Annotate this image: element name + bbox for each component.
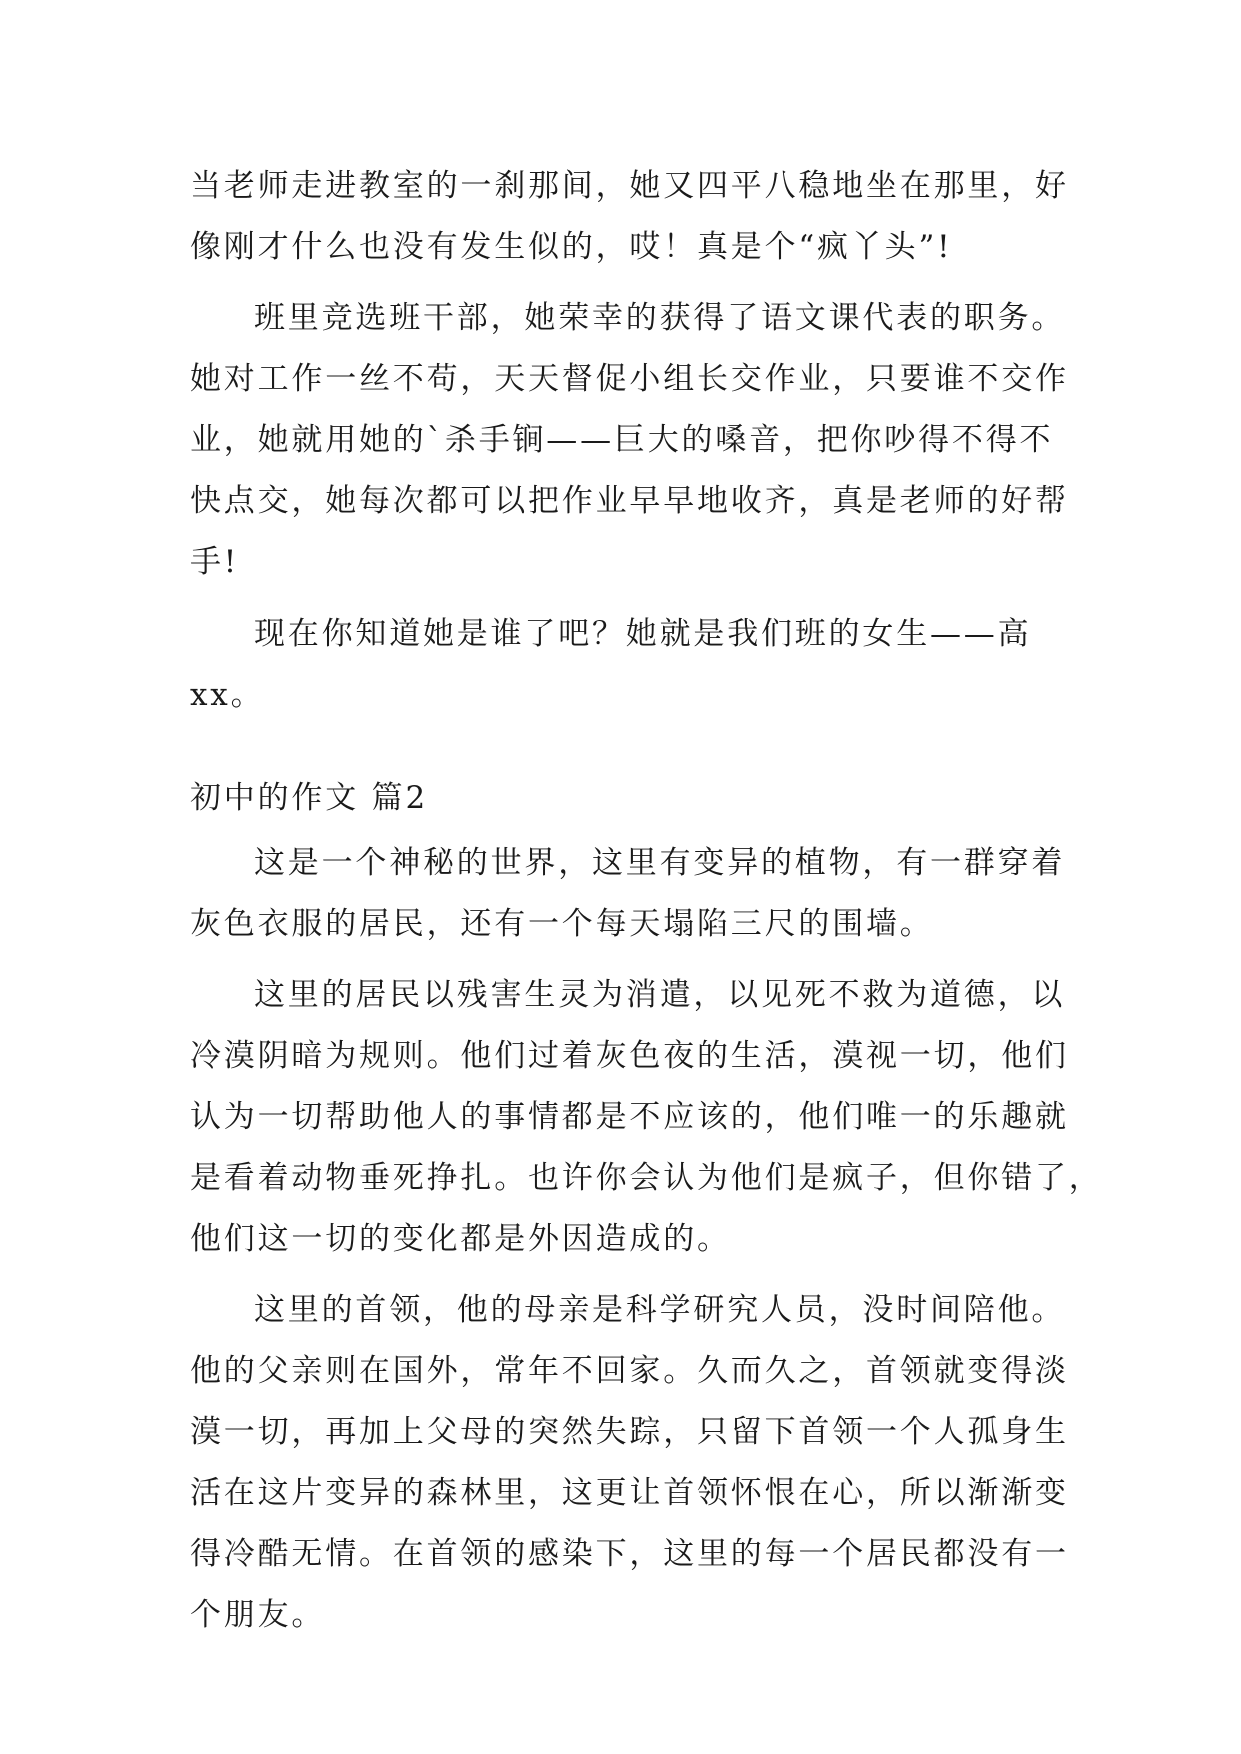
text-line: 是看着动物垂死挣扎。也许你会认为他们是疯子，但你错了，: [190, 1160, 1103, 1196]
section-heading: 初中的作文 篇2: [190, 780, 428, 816]
text-line: 活在这片变异的森林里，这更让首领怀恨在心，所以渐渐变: [190, 1475, 1069, 1511]
text-line: 手!: [190, 544, 240, 580]
text-line: 这里的居民以残害生灵为消遣，以见死不救为道德，以: [254, 977, 1066, 1013]
text-line: 她对工作一丝不苟，天天督促小组长交作业，只要谁不交作: [190, 361, 1069, 397]
text-line: 班里竞选班干部，她荣幸的获得了语文课代表的职务。: [254, 300, 1066, 336]
text-line: 这是一个神秘的世界，这里有变异的植物，有一群穿着: [254, 845, 1066, 881]
text-line: 冷漠阴暗为规则。他们过着灰色夜的生活，漠视一切，他们: [190, 1038, 1069, 1074]
text-line: 个朋友。: [190, 1597, 326, 1633]
text-line: 像刚才什么也没有发生似的，哎！真是个“疯丫头”!: [190, 229, 953, 265]
text-line: 灰色衣服的居民，还有一个每天塌陷三尺的围墙。: [190, 906, 934, 942]
text-line: 漠一切，再加上父母的突然失踪，只留下首领一个人孤身生: [190, 1414, 1069, 1450]
text-line: 他的父亲则在国外，常年不回家。久而久之，首领就变得淡: [190, 1353, 1069, 1389]
text-line: xx。: [190, 677, 265, 713]
text-line: 现在你知道她是谁了吧？她就是我们班的女生——高: [254, 616, 1032, 652]
text-line: 业，她就用她的`杀手锏——巨大的嗓音，把你吵得不得不: [190, 422, 1054, 458]
text-line: 当老师走进教室的一刹那间，她又四平八稳地坐在那里，好: [190, 168, 1069, 204]
text-line: 快点交，她每次都可以把作业早早地收齐，真是老师的好帮: [190, 483, 1069, 519]
text-line: 他们这一切的变化都是外因造成的。: [190, 1221, 731, 1257]
text-line: 这里的首领，他的母亲是科学研究人员，没时间陪他。: [254, 1292, 1066, 1328]
text-line: 认为一切帮助他人的事情都是不应该的，他们唯一的乐趣就: [190, 1099, 1069, 1135]
text-line: 得冷酷无情。在首领的感染下，这里的每一个居民都没有一: [190, 1536, 1069, 1572]
